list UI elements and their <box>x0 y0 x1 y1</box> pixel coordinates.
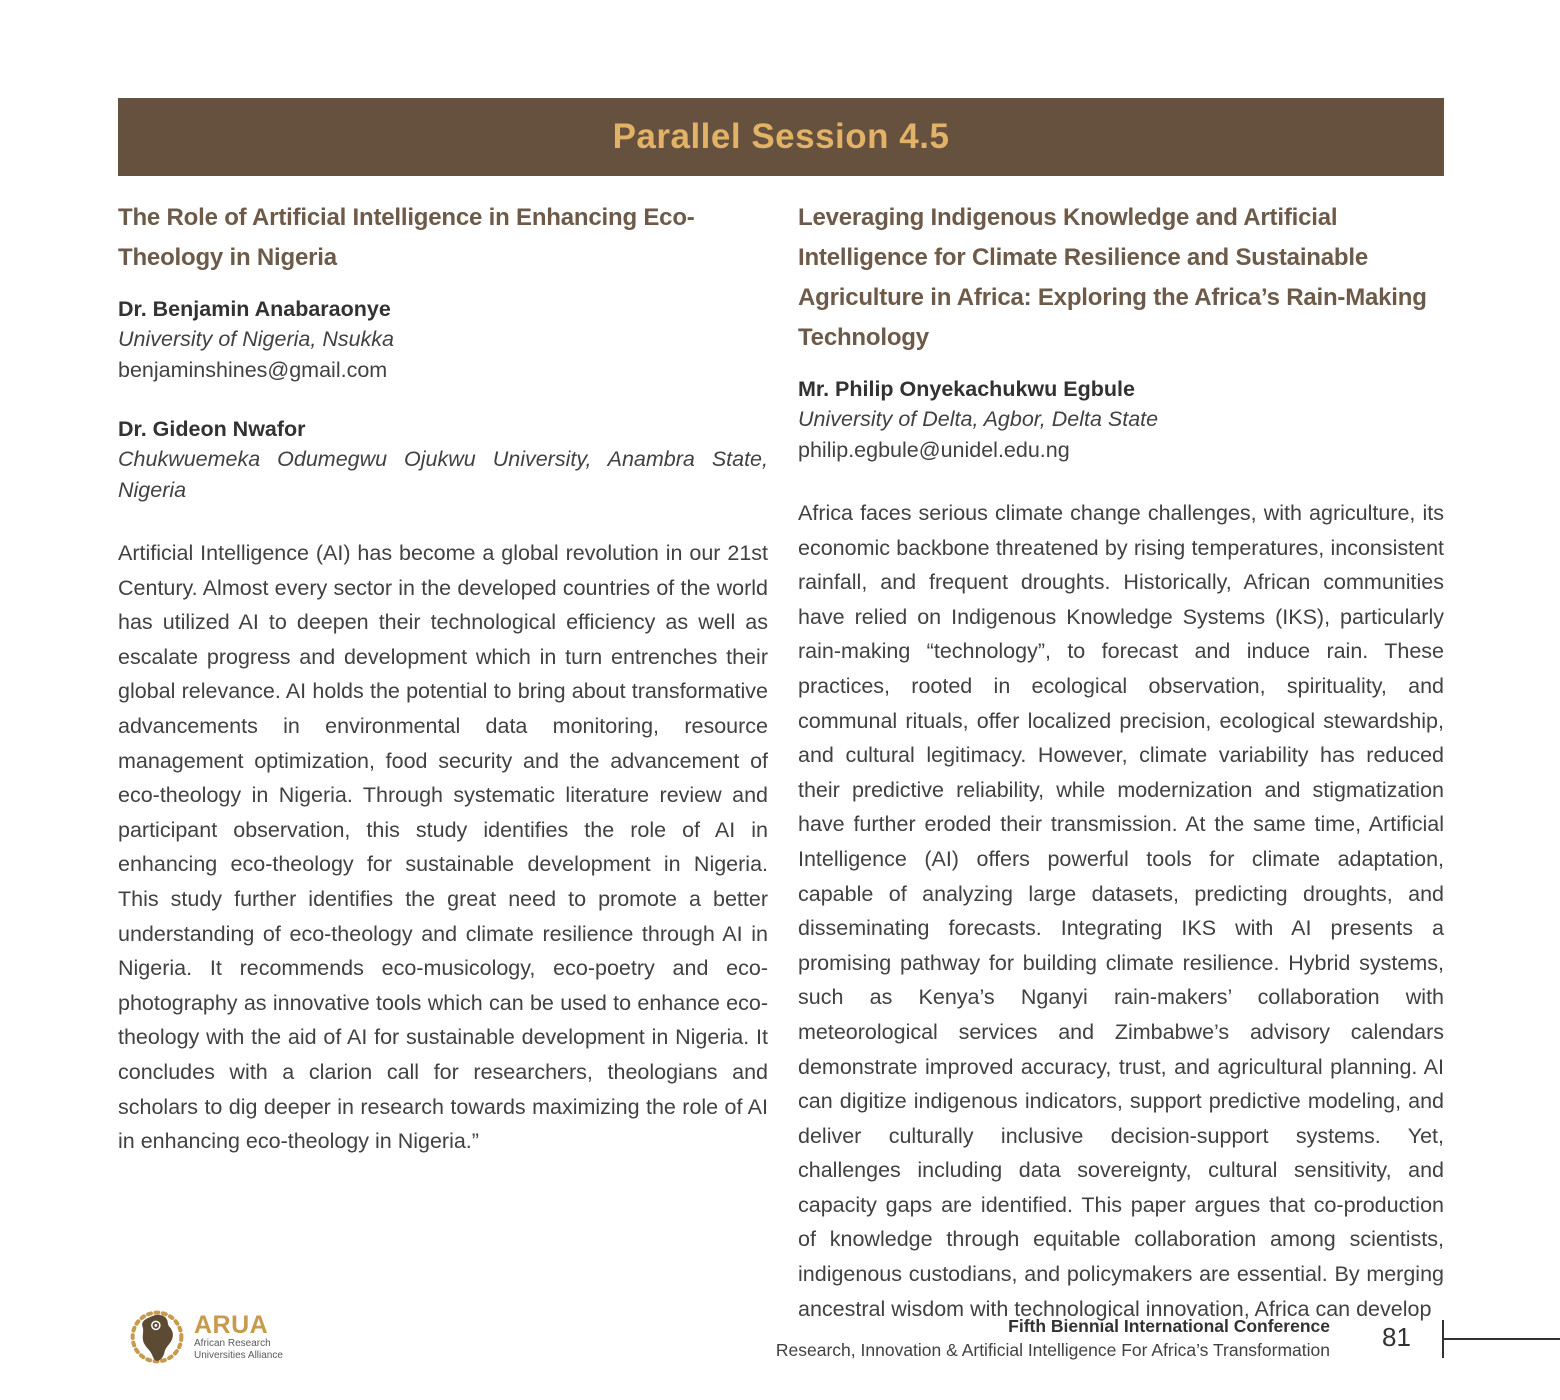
abstract-body: Artificial Intelligence (AI) has become a global revolution in our 21st Century. Almost every sector in the developed countries of the world has utilized AI to deepen their technological efficiency as well as escalate progress and development which in turn entrenches their global relevance. AI holds the potential to bring about transformative advancements in environmental data monitoring, resource management optimization, food security and the advancement of eco-theology in Nigeria. Through systematic literature review and participant observation, this study identifies the role of AI in enhancing eco-theology for sustainable development in Nigeria. This study further identifies the great need to promote a better understanding of eco-theology and climate resilience through AI in Nigeria. It recommends eco-musicology, eco-poetry and eco-photography as innovative tools which can be used to enhance eco-theology with the aid of AI for sustainable development in Nigeria. It concludes with a clarion call for researchers, theologians and scholars to dig deeper in research towards maximizing the role of AI in enhancing eco-theology in Nigeria.” <box>118 541 768 1154</box>
session-title: Parallel Session 4.5 <box>612 117 950 156</box>
footer-conference-title: Fifth Biennial International Conference <box>1008 1316 1330 1336</box>
author-name: Mr. Philip Onyekachukwu Egbule <box>798 377 1135 401</box>
footer-conference-subtitle: Research, Innovation & Artificial Intelligence For Africa’s Transformation <box>775 1340 1330 1360</box>
abstract-right <box>798 198 1444 1326</box>
arua-logo-text <box>194 1310 283 1362</box>
arua-acronym: ARUA <box>194 1310 269 1339</box>
arua-subtitle-2: Universities Alliance <box>194 1349 283 1361</box>
arua-logo <box>128 1308 283 1366</box>
session-banner <box>118 98 1444 176</box>
page-number: 81 <box>1382 1322 1411 1352</box>
africa-sun-icon <box>128 1308 186 1366</box>
abstract-left <box>118 198 768 1326</box>
abstract-title: Leveraging Indigenous Knowledge and Artificial Intelligence for Climate Resilience and Sustainable Agriculture in Africa: Exploring the Africa’s Rain-Making Technology <box>798 204 1427 351</box>
abstract-title: The Role of Artificial Intelligence in Enhancing Eco-Theology in Nigeria <box>118 204 695 271</box>
author-name: Dr. Benjamin Anabaraonye <box>118 297 391 321</box>
author-email: philip.egbule@unidel.edu.ng <box>798 438 1070 462</box>
author-affiliation: University of Delta, Agbor, Delta State <box>798 407 1159 431</box>
author-email: benjaminshines@gmail.com <box>118 358 388 382</box>
author-block <box>118 294 768 386</box>
page-number-rule <box>1442 1338 1560 1340</box>
author-name: Dr. Gideon Nwafor <box>118 417 306 441</box>
author-affiliation: University of Nigeria, Nsukka <box>118 327 395 351</box>
footer-text <box>630 1314 1330 1362</box>
arua-subtitle-1: African Research <box>194 1337 271 1349</box>
author-affiliation: Chukwuemeka Odumegwu Ojukwu University, Anambra State, Nigeria <box>118 447 768 502</box>
abstract-columns <box>118 198 1444 1326</box>
abstract-body: Africa faces serious climate change challenges, with agriculture, its economic backbone threatened by rising temperatures, inconsistent rainfall, and frequent droughts. Historically, African communities have relied on Indigenous Knowledge Systems (IKS), particularly rain-making “technology”, to forecast and induce rain. These practices, rooted in ecological observation, spirituality, and communal rituals, offer localized precision, ecological stewardship, and cultural legitimacy. However, climate variability has reduced their predictive reliability, while modernization and stigmatization have further eroded their transmission. At the same time, Artificial Intelligence (AI) offers powerful tools for climate adaptation, capable of analyzing large datasets, predicting droughts, and disseminating forecasts. Integrating IKS with AI presents a promising pathway for building climate resilience. Hybrid systems, such as Kenya’s Nganyi rain-makers’ collaboration with meteorological services and Zimbabwe’s advisory calendars demonstrate improved accuracy, trust, and agricultural planning. AI can digitize indigenous indicators, support predictive modeling, and deliver culturally inclusive decision-support systems. Yet, challenges including data sovereignty, cultural sensitivity, and capacity gaps are identified. This paper argues that co-production of knowledge through equitable collaboration among scientists, indigenous custodians, and policymakers are essential. By merging ancestral wisdom with technological innovation, Africa can develop <box>798 501 1444 1321</box>
author-block <box>118 414 768 506</box>
author-block <box>798 374 1444 466</box>
